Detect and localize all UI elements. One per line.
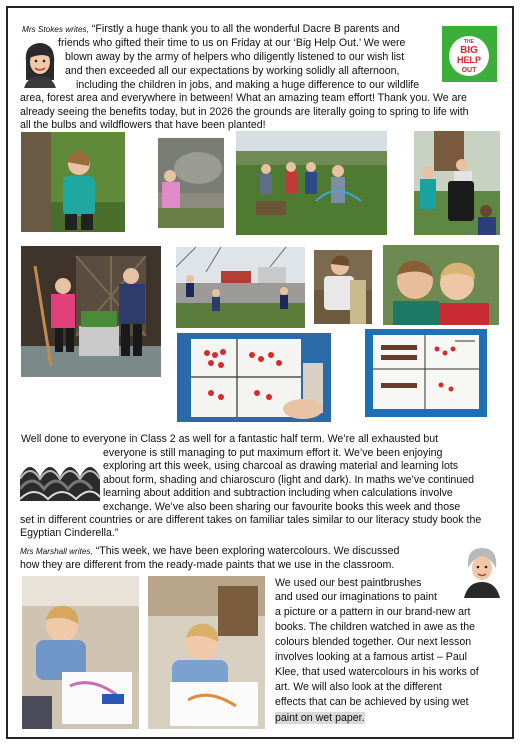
- photo-maths-board-1: [177, 333, 331, 422]
- photo-maths-board-2: [365, 329, 487, 417]
- photo-girl-garden: [21, 132, 125, 232]
- photo-group-field: [236, 131, 387, 235]
- photo-playground: [176, 247, 305, 328]
- stokes-avatar: [20, 40, 60, 88]
- photo-watercolour-2: [148, 576, 265, 729]
- big-help-out-logo: [442, 26, 497, 82]
- photo-children-bin: [414, 131, 500, 235]
- photo-girls-planter: [21, 246, 161, 377]
- photo-watercolour-1: [22, 576, 139, 729]
- highlighted-text: paint on wet paper.: [275, 712, 365, 724]
- marshall-avatar: [462, 544, 502, 598]
- photo-boy-shovel: [314, 250, 372, 324]
- marshall-author: Mrs Marshall writes,: [20, 547, 93, 556]
- photo-child-rockery: [158, 138, 224, 228]
- logo-out-text: OUT: [461, 67, 477, 74]
- stokes-author: Mrs Stokes writes,: [22, 25, 89, 34]
- photo-two-boys: [383, 245, 499, 325]
- charcoal-art-image: [20, 449, 100, 501]
- logo-big-text: BIG: [460, 45, 478, 56]
- logo-help-text: HELP: [456, 55, 482, 65]
- logo-top-text: THE: [464, 39, 474, 45]
